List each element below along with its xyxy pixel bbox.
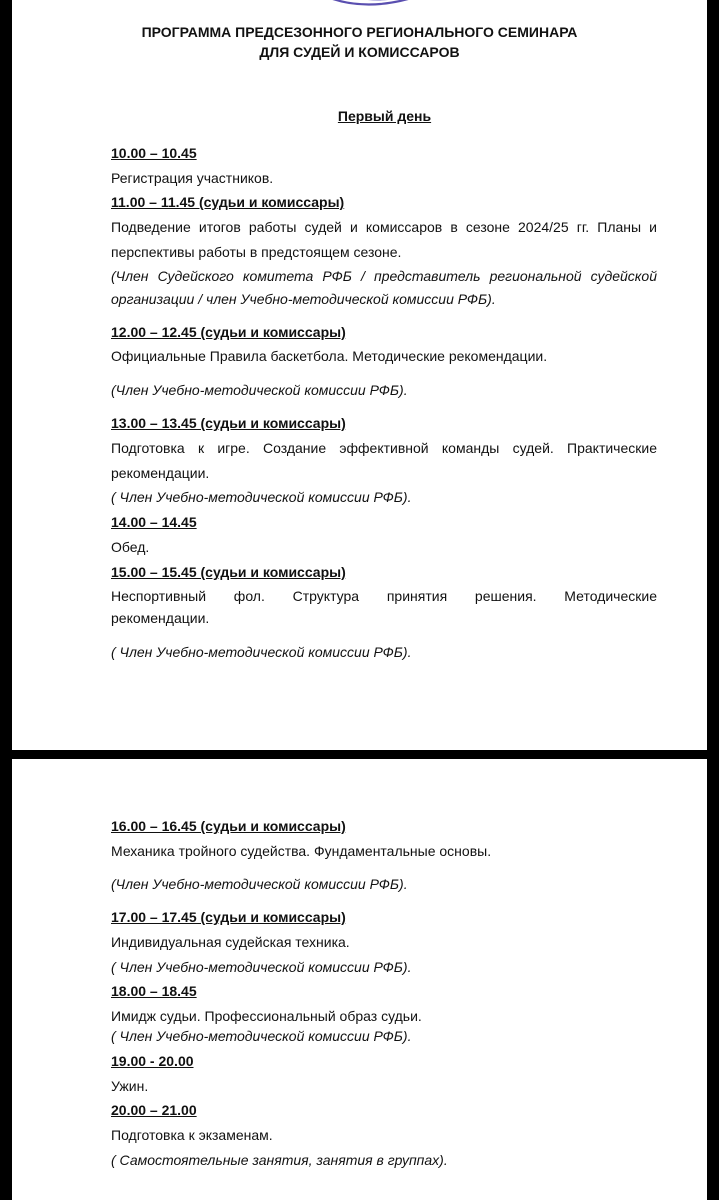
- session-time: 14.00 – 14.45: [111, 514, 197, 530]
- session-description: Подготовка к игре. Создание эффективной команды судей. Практические: [111, 440, 657, 456]
- session-time: 17.00 – 17.45 (судьи и комиссары): [111, 909, 346, 925]
- session-speaker-note: (Член Учебно-методической комиссии РФБ).: [111, 876, 408, 892]
- document-page-2: [12, 759, 707, 1200]
- session-speaker-note: организации / член Учебно-методической комиссии РФБ).: [111, 291, 496, 307]
- session-time: 20.00 – 21.00: [111, 1102, 197, 1118]
- session-speaker-note: ( Член Учебно-методической комиссии РФБ).: [111, 644, 412, 660]
- session-time: 18.00 – 18.45: [111, 983, 197, 999]
- document-title-line1: ПРОГРАММА ПРЕДСЕЗОННОГО РЕГИОНАЛЬНОГО СЕМИНАРА: [141, 24, 578, 40]
- session-speaker-note: ( Член Учебно-методической комиссии РФБ).: [111, 489, 412, 505]
- session-description: Ужин.: [111, 1078, 149, 1094]
- session-speaker-note: ( Самостоятельные занятия, занятия в группах).: [111, 1152, 448, 1168]
- session-time: 11.00 – 11.45 (судьи и комиссары): [111, 194, 345, 210]
- session-description: Имидж судьи. Профессиональный образ судьи.: [111, 1008, 422, 1024]
- session-description: Механика тройного судейства. Фундаментальные основы.: [111, 843, 492, 859]
- session-description: Индивидуальная судейская техника.: [111, 934, 350, 950]
- session-description: Неспортивный фол. Структура принятия решения. Методические: [111, 588, 657, 604]
- session-time: 19.00 - 20.00: [111, 1053, 194, 1069]
- session-speaker-note: (Член Судейского комитета РФБ / представитель региональной судейской: [111, 268, 657, 284]
- session-description: рекомендации.: [111, 610, 210, 626]
- session-description: перспективы работы в предстоящем сезоне.: [111, 244, 402, 260]
- session-description: Обед.: [111, 539, 150, 555]
- session-description: Подведение итогов работы судей и комиссаров в сезоне 2024/25 гг. Планы и: [111, 219, 657, 235]
- session-time: 13.00 – 13.45 (судьи и комиссары): [111, 415, 346, 431]
- session-description: Подготовка к экзаменам.: [111, 1127, 273, 1143]
- session-time: 16.00 – 16.45 (судьи и комиссары): [111, 818, 346, 834]
- day-heading: Первый день: [337, 108, 432, 124]
- session-time: 12.00 – 12.45 (судьи и комиссары): [111, 324, 346, 340]
- logo-swoosh-icon: [322, 0, 432, 10]
- document-page-1: [12, 0, 707, 750]
- session-speaker-note: (Член Учебно-методической комиссии РФБ).: [111, 382, 408, 398]
- session-description: рекомендации.: [111, 465, 210, 481]
- session-speaker-note: ( Член Учебно-методической комиссии РФБ).: [111, 1028, 412, 1044]
- session-time: 10.00 – 10.45: [111, 145, 197, 161]
- session-description: Официальные Правила баскетбола. Методические рекомендации.: [111, 348, 548, 364]
- document-title-line2: ДЛЯ СУДЕЙ И КОМИССАРОВ: [259, 44, 460, 60]
- session-time: 15.00 – 15.45 (судьи и комиссары): [111, 564, 346, 580]
- session-speaker-note: ( Член Учебно-методической комиссии РФБ).: [111, 959, 412, 975]
- session-description: Регистрация участников.: [111, 170, 274, 186]
